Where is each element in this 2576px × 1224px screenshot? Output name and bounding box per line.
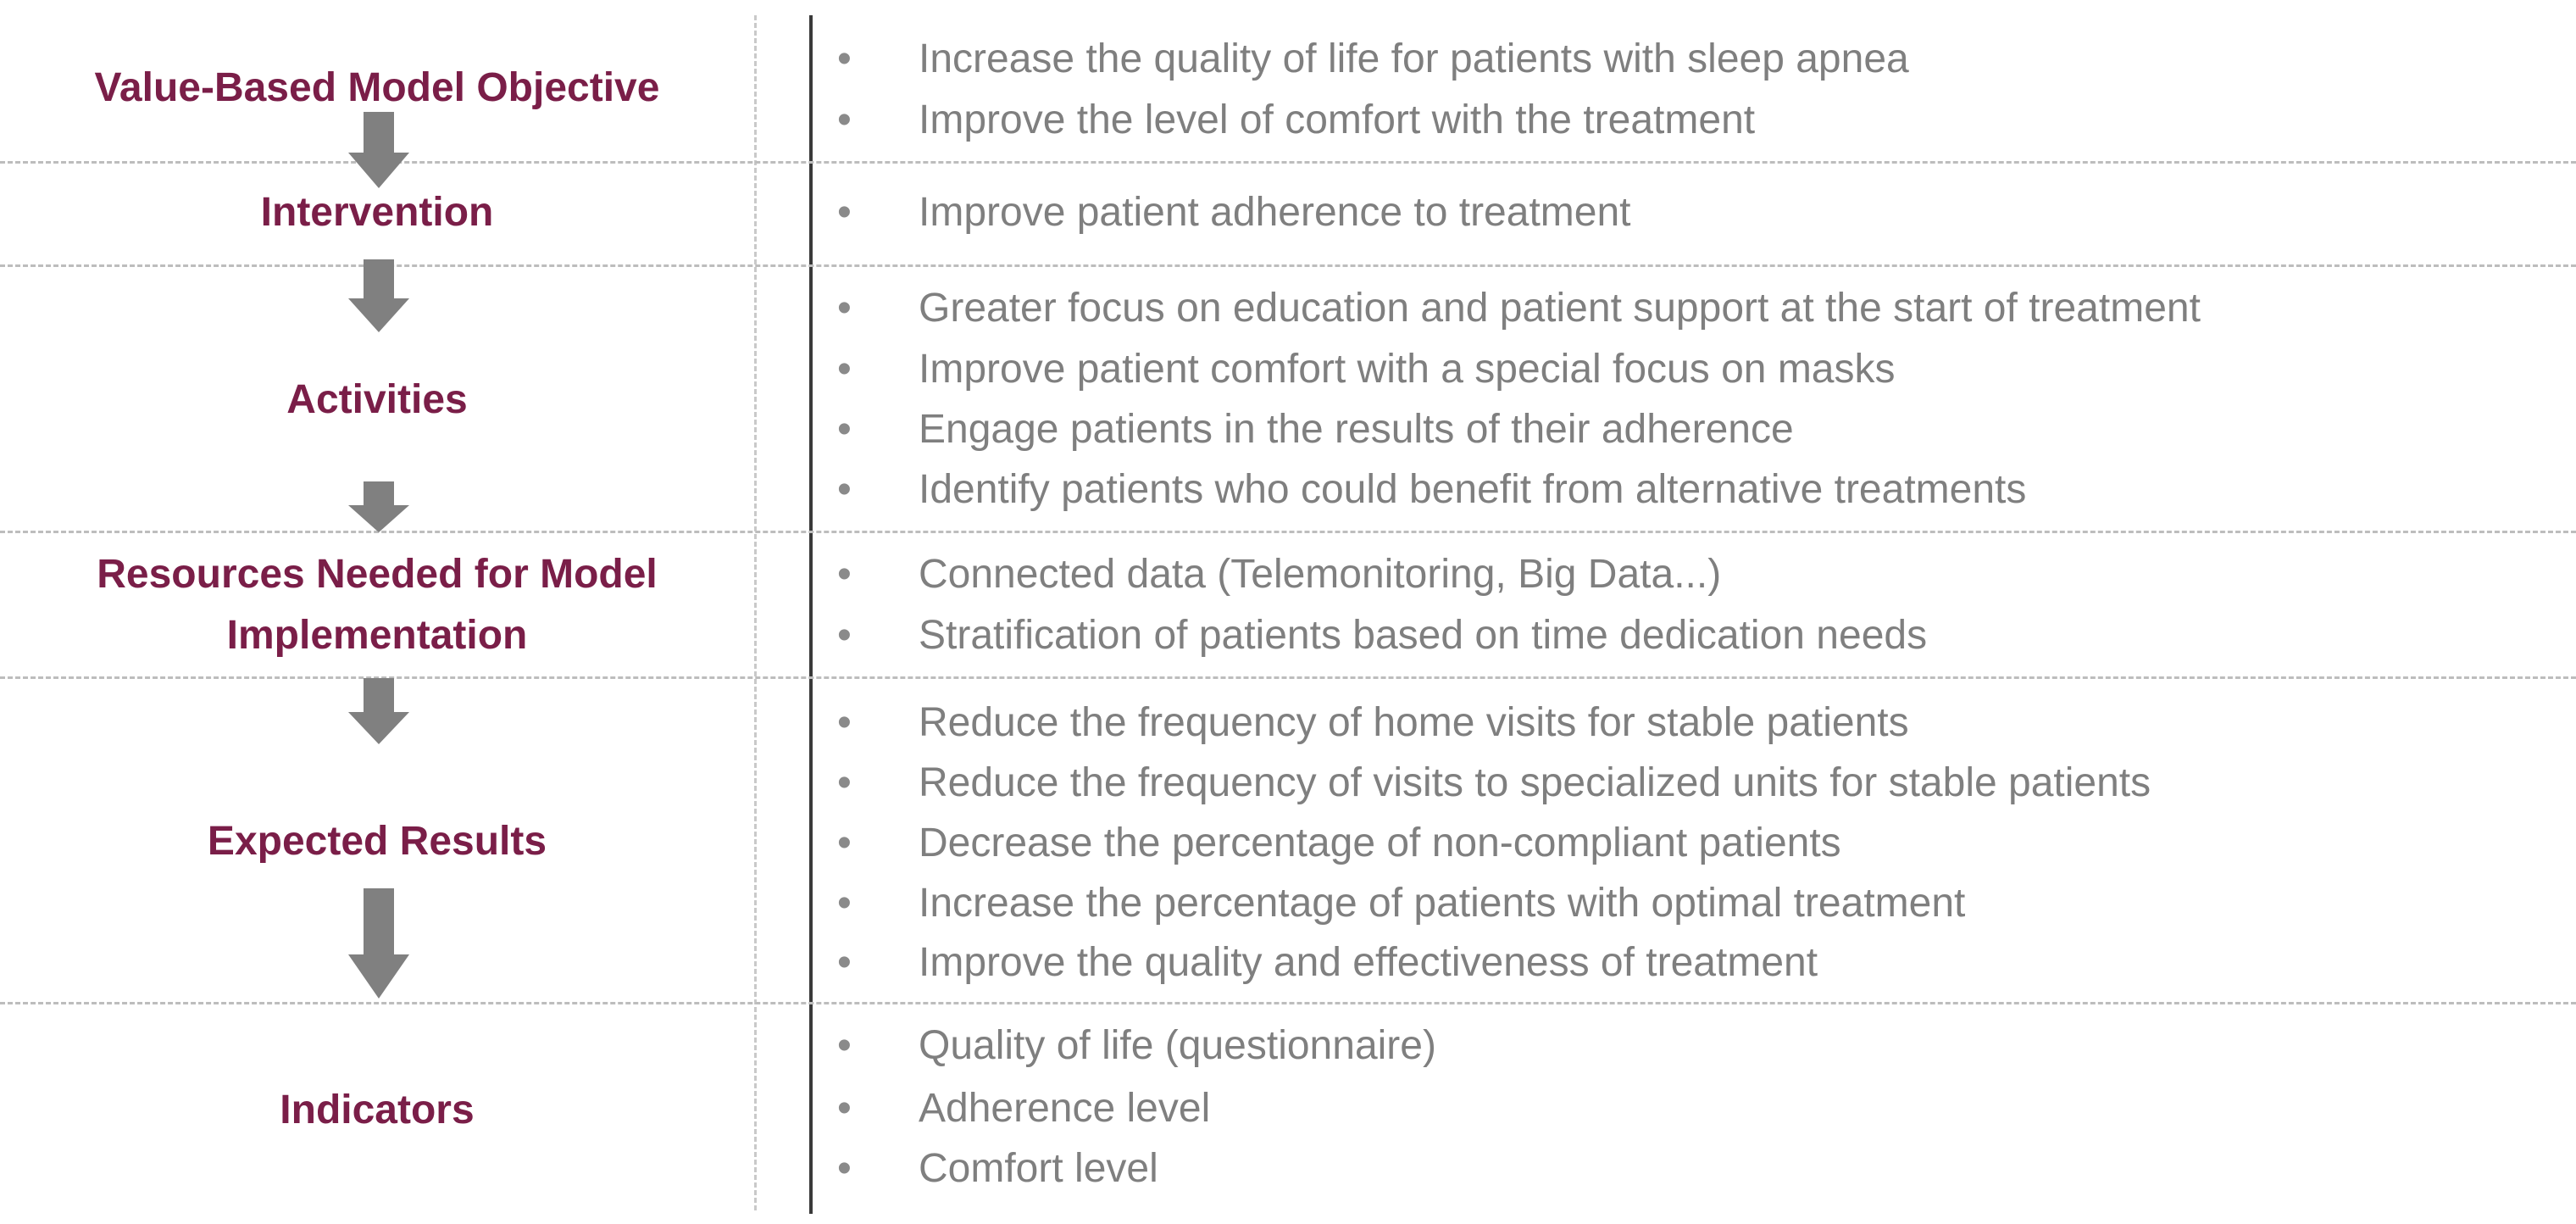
label-resources-needed-line-2: Implementation	[226, 613, 528, 658]
bullet-item	[837, 90, 1756, 151]
bullet-icon: •	[837, 36, 852, 81]
bullet-text: Reduce the frequency of visits to specialized units for stable patients	[919, 760, 2151, 805]
bullet-text: Improve patient adherence to treatment	[919, 190, 1631, 235]
down-arrow-icon	[348, 112, 409, 188]
bullet-text: Adherence level	[919, 1086, 1211, 1131]
bullet-text: Reduce the frequency of home visits for stable patients	[919, 700, 1909, 745]
bullet-item	[837, 1138, 1158, 1199]
bullet-icon: •	[837, 467, 852, 512]
bullet-icon: •	[837, 821, 852, 865]
label-indicators: Indicators	[280, 1088, 475, 1132]
bullet-text: Engage patients in the results of their adherence	[919, 407, 1794, 452]
bullet-item	[837, 29, 1909, 90]
bullet-icon: •	[837, 552, 852, 597]
bullet-text: Identify patients who could benefit from alternative treatments	[919, 467, 2027, 512]
bullet-item	[837, 813, 1841, 874]
bullet-text: Improve patient comfort with a special focus on masks	[919, 347, 1896, 392]
bullet-item	[837, 1015, 1436, 1077]
label-resources-needed	[0, 544, 754, 666]
down-arrow-icon	[348, 678, 409, 744]
bullet-icon: •	[837, 1086, 852, 1131]
down-arrow-icon	[348, 888, 409, 999]
column-divider	[809, 15, 813, 1214]
bullet-icon: •	[837, 407, 852, 452]
bullet-icon: •	[837, 1146, 852, 1191]
bullet-text: Comfort level	[919, 1146, 1158, 1191]
bullet-item	[837, 459, 2027, 520]
bullet-icon: •	[837, 1023, 852, 1068]
label-intervention: Intervention	[260, 190, 494, 235]
bullet-icon: •	[837, 700, 852, 745]
bullet-item	[837, 544, 1722, 605]
down-arrow-icon	[348, 259, 409, 332]
bullet-text: Greater focus on education and patient support at the start of treatment	[919, 286, 2201, 331]
bullet-text: Decrease the percentage of non-compliant patients	[919, 821, 1841, 865]
bullet-item	[837, 693, 1909, 754]
bullet-text: Connected data (Telemonitoring, Big Data...)	[919, 552, 1722, 597]
label-activities: Activities	[286, 377, 468, 422]
label-value-based-model-objective: Value-Based Model Objective	[94, 65, 660, 110]
section-separator	[0, 1002, 2576, 1004]
bullet-icon: •	[837, 881, 852, 926]
bullet-item	[837, 873, 1966, 934]
bullet-item	[837, 605, 1928, 666]
bullet-text: Improve the quality and effectiveness of treatment	[919, 940, 1818, 985]
label-resources-needed-line-1: Resources Needed for Model	[97, 552, 658, 597]
down-arrow-icon	[348, 481, 409, 532]
bullet-text: Increase the quality of life for patients with sleep apnea	[919, 36, 1909, 81]
bullet-item	[837, 399, 1794, 460]
bullet-item	[837, 753, 2151, 814]
bullet-icon: •	[837, 613, 852, 658]
bullet-icon: •	[837, 190, 852, 235]
bullet-text: Increase the percentage of patients with optimal treatment	[919, 881, 1966, 926]
bullet-text: Stratification of patients based on time dedication needs	[919, 613, 1928, 658]
bullet-text: Quality of life (questionnaire)	[919, 1023, 1436, 1068]
bullet-item	[837, 932, 1818, 993]
bullet-icon: •	[837, 760, 852, 805]
label-expected-results: Expected Results	[207, 819, 547, 864]
bullet-item	[837, 339, 1896, 400]
bullet-icon: •	[837, 286, 852, 331]
bullet-item	[837, 1078, 1211, 1139]
bullet-item	[837, 278, 2201, 339]
bullet-text: Improve the level of comfort with the treatment	[919, 97, 1756, 142]
bullet-icon: •	[837, 940, 852, 985]
bullet-icon: •	[837, 347, 852, 392]
bullet-item	[837, 182, 1631, 243]
left-column-dashed-divider	[754, 15, 757, 1210]
bullet-icon: •	[837, 97, 852, 142]
